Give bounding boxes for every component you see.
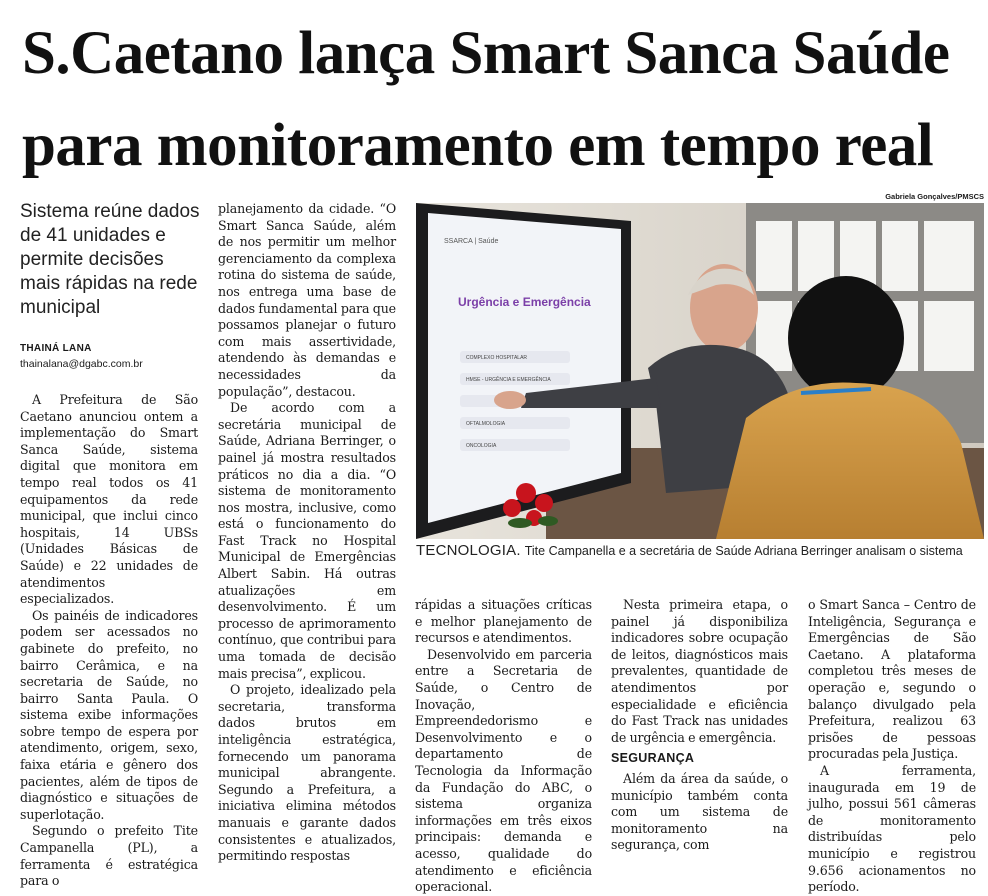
headline-line-1: S.Caetano lança Smart Sanca Saúde [22, 20, 950, 87]
author-email[interactable]: thainalana@dgabc.com.br [20, 358, 143, 370]
paragraph: rápidas a situações críticas e melhor planejamento de recursos e atendimentos. [415, 597, 592, 646]
paragraph: De acordo com a secretária municipal de Saúde, Adriana Berringer, o painel já mostra resultados práticos no dia a dia. “O sistema de monitoramento nos mostra, inclusive, como está o funcionamento do Fast Track no Hospital Municipal de Emergências Albert Sabin. Há outras atualizações em desenvolvimento. É um processo de aprimoramento contínuo, que contribui para uma tomada de decisão mais precisa”, explicou. [218, 400, 396, 681]
photo-illustration [416, 203, 984, 539]
screen-tab-label: SSARCA | Saúde [444, 238, 499, 245]
article-column-1 [20, 392, 198, 890]
paragraph: planejamento da cidade. “O Smart Sanca Saúde, além de nos permitir um melhor gerenciamento da complexa rotina do sistema de saúde, nos entrega uma base de dados fundamental para que possamos planejar o futuro com mais assertividade, atendendo às demandas e necessidades da população”, destacou. [218, 201, 396, 399]
section-heading: SEGURANÇA [611, 751, 695, 766]
paragraph: Nesta primeira etapa, o painel já disponibiliza indicadores sobre ocupação de leitos, diagnósticos mais prevalentes, quantidade de atendimentos por especialidade e eficiência do Fast Track nas unidades de urgência e emergência. [611, 597, 788, 745]
article-column-4 [611, 597, 788, 854]
photo-caption [416, 542, 984, 559]
screen-menu-item: COMPLEXO HOSPITALAR [466, 355, 528, 361]
photo-credit: Gabriela Gonçalves/PMSCS [885, 192, 984, 201]
paragraph: Desenvolvido em parceria entre a Secretaria de Saúde, o Centro de Inovação, Empreendedorismo e Desenvolvimento e o departamento de Tecnologia da Informação da Fundação do ABC, o sistema organiza informações em três eixos principais: demanda e acesso, qualidade do atendimento e eficiência operacional. [415, 646, 592, 895]
article-column-5 [808, 597, 976, 896]
screen-menu-item: OFTALMOLOGIA [466, 421, 506, 427]
article-column-3 [415, 597, 592, 896]
headline-line-2: para monitoramento em tempo real [22, 112, 934, 179]
paragraph: A ferramenta, inaugurada em 19 de julho, possui 561 câmeras de monitoramento distribuídas pelo município e registrou 9.656 acionamentos no período. [808, 762, 976, 895]
caption-kicker: TECNOLOGIA. [416, 542, 521, 559]
screen-menu-item: HMSE - URGÊNCIA E EMERGÊNCIA [466, 377, 551, 383]
subtitle: Sistema reúne dados de 41 unidades e permite decisões mais rápidas na rede municipal [20, 201, 200, 318]
author-name: THAINÁ LANA [20, 343, 92, 354]
paragraph: O projeto, idealizado pela secretaria, transforma dados brutos em inteligência estratégica, fornecendo um panorama municipal abrangente. Segundo a Prefeitura, a iniciativa elimina métodos manuais e garante dados consistentes e atualizados, permitindo respostas [218, 682, 396, 864]
paragraph: o Smart Sanca – Centro de Inteligência, Segurança e Emergências de São Caetano. A plataforma completou três meses de operação e, segundo o balanço divulgado pela Prefeitura, realizou 63 prisões de pessoas procuradas pela Justiça. [808, 597, 976, 762]
paragraph: Os painéis de indicadores podem ser acessados no gabinete do prefeito, no bairro Cerâmica, e na secretaria de Saúde, no bairro Santa Paula. O sistema exibe informações sobre tempo de espera por atendimento, origem, sexo, faixa etária e gênero dos pacientes, além de tipos de diagnóstico e situações de superlotação. [20, 607, 198, 822]
article-column-2 [218, 201, 396, 865]
screen-menu-item: ONCOLOGIA [466, 443, 497, 449]
news-photo [416, 203, 984, 539]
paragraph: A Prefeitura de São Caetano anunciou ontem a implementação do Smart Sanca Saúde, sistema digital que monitora em tempo real todos os 41 equipamentos da rede municipal, que inclui cinco hospitais, 14 UBSs (Unidades Básicas de Saúde) e 22 unidades de atendimentos especializados. [20, 392, 198, 607]
paragraph: Além da área da saúde, o município também conta com um sistema de monitoramento na segurança, com [611, 770, 788, 853]
paragraph: Segundo o prefeito Tite Campanella (PL), a ferramenta é estratégica para o [20, 823, 198, 889]
headline [22, 8, 972, 192]
caption-text: Tite Campanella e a secretária de Saúde Adriana Berringer analisam o sistema [524, 544, 963, 558]
screen-title: Urgência e Emergência [458, 295, 591, 309]
